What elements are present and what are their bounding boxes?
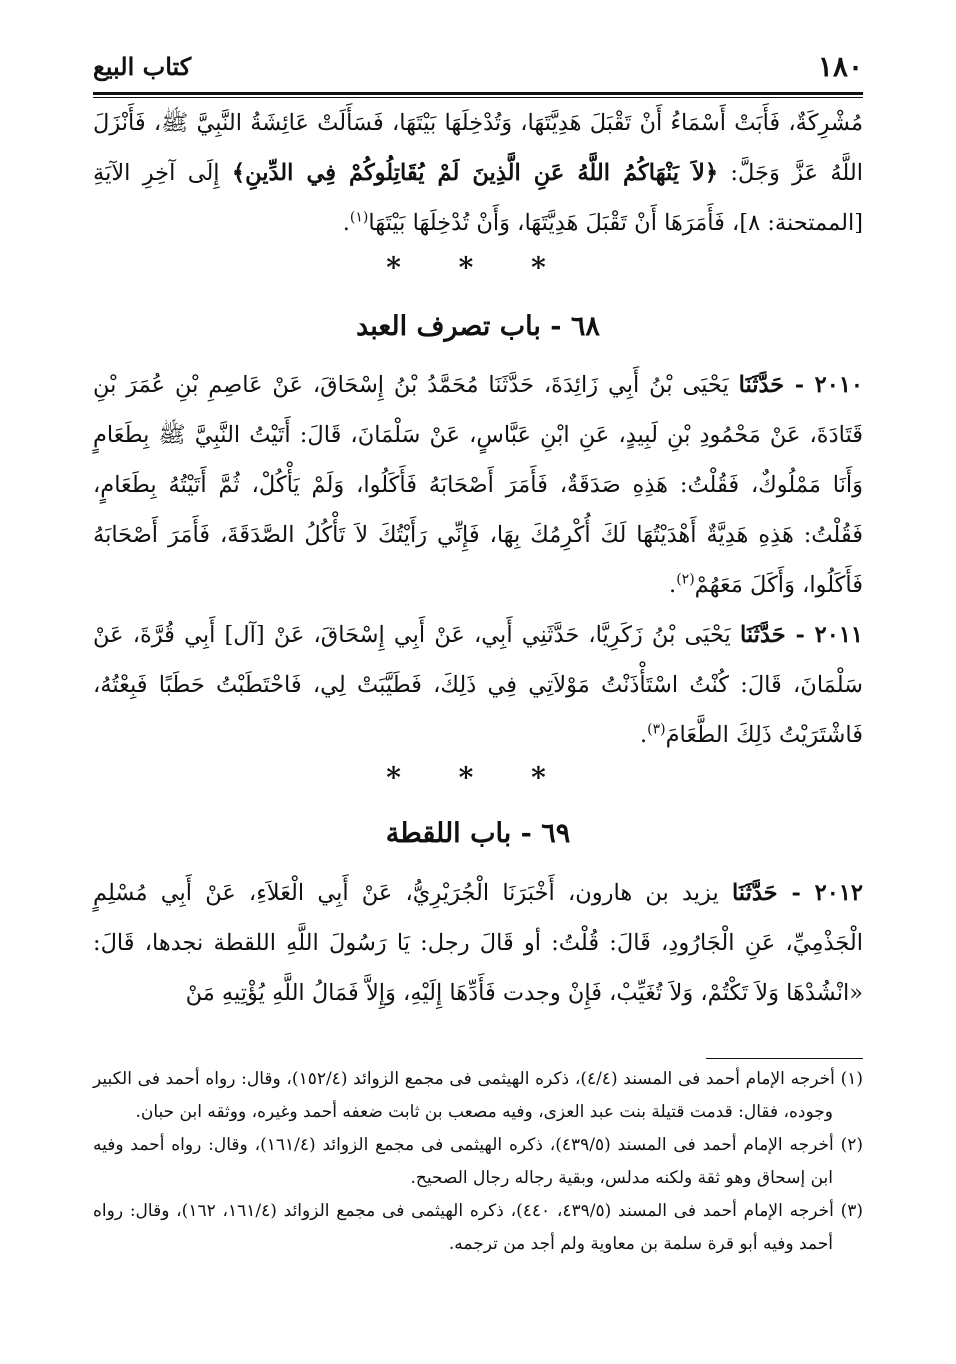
page-number: ١٨٠: [817, 50, 863, 83]
footnotes: [93, 1063, 863, 1261]
footnote-3: (٣) أخرجه الإمام أحمد فى المسند (٤٣٩/٥، ٤٤٠)، ذكره الهيثمى فى مجمع الزوائد (١٦١/٤، ١٦٢)، وقال: رواه أحمد وفيه أبو قرة سلمة بن معاوية ولم أجد من ترجمه.: [93, 1201, 864, 1254]
footnote-rule: [706, 1058, 863, 1059]
hadith-text: يزيد بن هارون، أَخْبَرَنَا الْجُرَيْرِيُّ، عَنْ أَبِي الْعَلاَءِ، عَنْ أَبِي مُسْلِمٍ الْجَذْمِيِّ، عَنِ الْجَارُودِ، قَالَ: قُلْتُ: أو قَالَ رجل: يَا رَسُولَ اللَّهِ اللقطة نجدها، قَالَ: «انْشُدْهَا وَلاَ تَكْتُمْ، وَلاَ تُغَيِّبْ، فَإِنْ وجدت فَأَدِّهَا إِلَيْهِ، وَإِلاَّ فَمَالُ اللَّهِ يُؤْتِيهِ مَنْ: [93, 880, 863, 1006]
continuation-line-1: مُشْرِكَةٌ، فَأَبَتْ أَسْمَاءُ أَنْ تَقْبَلَ هَدِيَّتَهَا، وَتُدْخِلَهَا بَيْتَهَا، فَسَأَلَتْ عَائِشَةُ النَّبِيَّ ﷺ، فَأَنْزَلَ: [93, 110, 863, 136]
running-title: كتاب البيع: [93, 52, 192, 81]
hadith-2012: [93, 868, 863, 1018]
hadith-lead: حَدَّثَنَا: [739, 622, 786, 648]
hadith-dash: -: [784, 372, 815, 398]
hadith-text: يَحْيَى بْنُ أَبِي زَائِدَةَ، حَدَّثَنَا مُحَمَّدُ بْنُ إِسْحَاقَ، عَنْ عَاصِمِ بْنِ عُمَرَ بْنِ قَتَادَةَ، عَنْ مَحْمُودِ بْنِ لَبِيدٍ، عَنِ ابْنِ عَبَّاسٍ، عَنْ سَلْمَانَ، قَالَ: أَتَيْتُ النَّبِيَّ ﷺ بِطَعَامٍ وَأَنَا مَمْلُوكٌ، فَقُلْتُ: هَذِهِ صَدَقَةٌ، فَأَمَرَ أَصْحَابَهُ فَأَكَلُوا، وَلَمْ يَأْكُلْ، ثُمَّ أَتَيْتُهُ بِطَعَامٍ، فَقُلْتُ: هَذِهِ هَدِيَّةٌ أَهْدَيْتُهَا لَكَ أُكْرِمُكَ بِهَا، فَإِنِّي رَأَيْتُكَ لاَ تَأْكُلُ الصَّدَقَةَ، فَأَمَرَ أَصْحَابَهُ فَأَكَلُوا، وَأَكَلَ مَعَهُمْ: [93, 372, 863, 598]
continuation-line-2-end: إِلَى آخِرِ الآيَةِ: [93, 160, 232, 186]
continuation-line-2-start: اللَّهُ عَزَّ وَجَلَّ:: [718, 160, 863, 186]
continuation-paragraph: مُشْرِكَةٌ، فَأَبَتْ أَسْمَاءُ أَنْ تَقْبَلَ هَدِيَّتَهَا، وَتُدْخِلَهَا بَيْتَهَا، فَسَأَلَتْ عَائِشَةُ النَّبِيَّ ﷺ، فَأَنْزَلَ اللَّهُ عَزَّ وَجَلَّ: ﴿لاَ يَنْهَاكُمُ اللَّهُ عَنِ الَّذِينَ لَمْ يُقَاتِلُوكُمْ فِي الدِّينِ﴾ إِلَى آخِرِ الآيَةِ [الممتحنة: ٨]، فَأَمَرَهَا أَنْ تَقْبَلَ هَدِيَّتَهَا، وَأَنْ تُدْخِلَهَا بَيْتَهَا$^{(١)}$.: [93, 110, 863, 236]
hadith-dash: -: [785, 622, 815, 648]
hadith-number: ٢٠١٠: [814, 372, 864, 398]
chapter-69-heading: ٦٩ - باب اللقطة: [385, 818, 571, 849]
footnote-1: (١) أخرجه الإمام أحمد فى المسند (٤/٤)، ذكره الهيثمى فى مجمع الزوائد (١٥٢/٤)، وقال: رواه أحمد فى الكبير وجوده، فقال: قدمت قتيلة بنت عبد العزى، وفيه مصعب بن ثابت ضعفه أحمد وغيره، ووثقه ابن حبان.: [93, 1069, 863, 1122]
footnote-ref-1: (١): [349, 209, 369, 226]
hadith-dash: -: [777, 880, 815, 906]
page-header: [93, 44, 863, 90]
continuation-line-3: [الممتحنة: ٨]، فَأَمَرَهَا أَنْ تَقْبَلَ هَدِيَّتَهَا، وَأَنْ تُدْخِلَهَا بَيْتَهَا: [368, 210, 863, 236]
footnote-2: (٢) أخرجه الإمام أحمد فى المسند (٤٣٩/٥)، ذكره الهيثمى فى مجمع الزوائد (١٦١/٤)، وقال: رواه أحمد وفيه ابن إسحاق وهو ثقة ولكنه مدلس، وبقية رجاله رجال الصحيح.: [93, 1135, 863, 1188]
hadith-lead: حَدَّثَنَا: [731, 880, 778, 906]
hadith-text: يَحْيَى بْنُ زَكَرِيَّا، حَدَّثَنِي أَبِي، عَنْ أَبِي إِسْحَاقَ، عَنْ [آل] أَبِي قُرَّةَ، عَنْ سَلْمَانَ، قَالَ: كُنْتُ اسْتَأْذَنْتُ مَوْلاَتِي فِي ذَلِكَ، فَطَيَّبَتْ لِي، فَاحْتَطَبْتُ حَطَبًا فَبِعْتُهُ، فَاشْتَرَيْتُ ذَلِكَ الطَّعَامَ: [93, 622, 863, 748]
hadith-lead: حَدَّثَنَا: [738, 372, 785, 398]
hadith-number: ٢٠١١: [814, 622, 863, 648]
hadith-2010: ٢٠١٠ - حَدَّثَنَا يَحْيَى بْنُ أَبِي زَائِدَةَ، حَدَّثَنَا مُحَمَّدُ بْنُ إِسْحَاقَ، عَنْ عَاصِمِ بْنِ عُمَرَ بْنِ قَتَادَةَ، عَنْ مَحْمُودِ بْنِ لَبِيدٍ، عَنِ ابْنِ عَبَّاسٍ، عَنْ سَلْمَانَ، قَالَ: أَتَيْتُ النَّبِيَّ ﷺ بِطَعَامٍ وَأَنَا مَمْلُوكٌ، فَقُلْتُ: هَذِهِ صَدَقَةٌ، فَأَمَرَ أَصْحَابَهُ فَأَكَلُوا، وَلَمْ يَأْكُلْ، ثُمَّ أَتَيْتُهُ بِطَعَامٍ، فَقُلْتُ: هَذِهِ هَدِيَّةٌ أَهْدَيْتُهَا لَكَ أُكْرِمُكَ بِهَا، فَإِنِّي رَأَيْتُكَ لاَ تَأْكُلُ الصَّدَقَةَ، فَأَمَرَ أَصْحَابَهُ فَأَكَلُوا، وَأَكَلَ مَعَهُمْ$^{(٢)}$.: [93, 372, 864, 598]
section-separator: * * *: [386, 761, 570, 794]
footnote-ref-3: (٣): [647, 721, 666, 738]
chapter-68-heading: ٦٨ - باب تصرف العبد: [356, 311, 600, 342]
hadith-number: ٢٠١٢: [814, 880, 863, 906]
hadith-2011: ٢٠١١ - حَدَّثَنَا يَحْيَى بْنُ زَكَرِيَّا، حَدَّثَنِي أَبِي، عَنْ أَبِي إِسْحَاقَ، عَنْ [آل] أَبِي قُرَّةَ، عَنْ سَلْمَانَ، قَالَ: كُنْتُ اسْتَأْذَنْتُ مَوْلاَتِي فِي ذَلِكَ، فَطَيَّبَتْ لِي، فَاحْتَطَبْتُ حَطَبًا فَبِعْتُهُ، فَاشْتَرَيْتُ ذَلِكَ الطَّعَامَ$^{(٣)}$.: [93, 622, 863, 748]
section-separator: * * *: [386, 251, 570, 284]
footnote-ref-2: (٢): [676, 571, 695, 588]
quran-verse: ﴿لاَ يَنْهَاكُمُ اللَّهُ عَنِ الَّذِينَ لَمْ يُقَاتِلُوكُمْ فِي الدِّينِ﴾: [231, 160, 719, 186]
header-rule: [93, 92, 863, 95]
